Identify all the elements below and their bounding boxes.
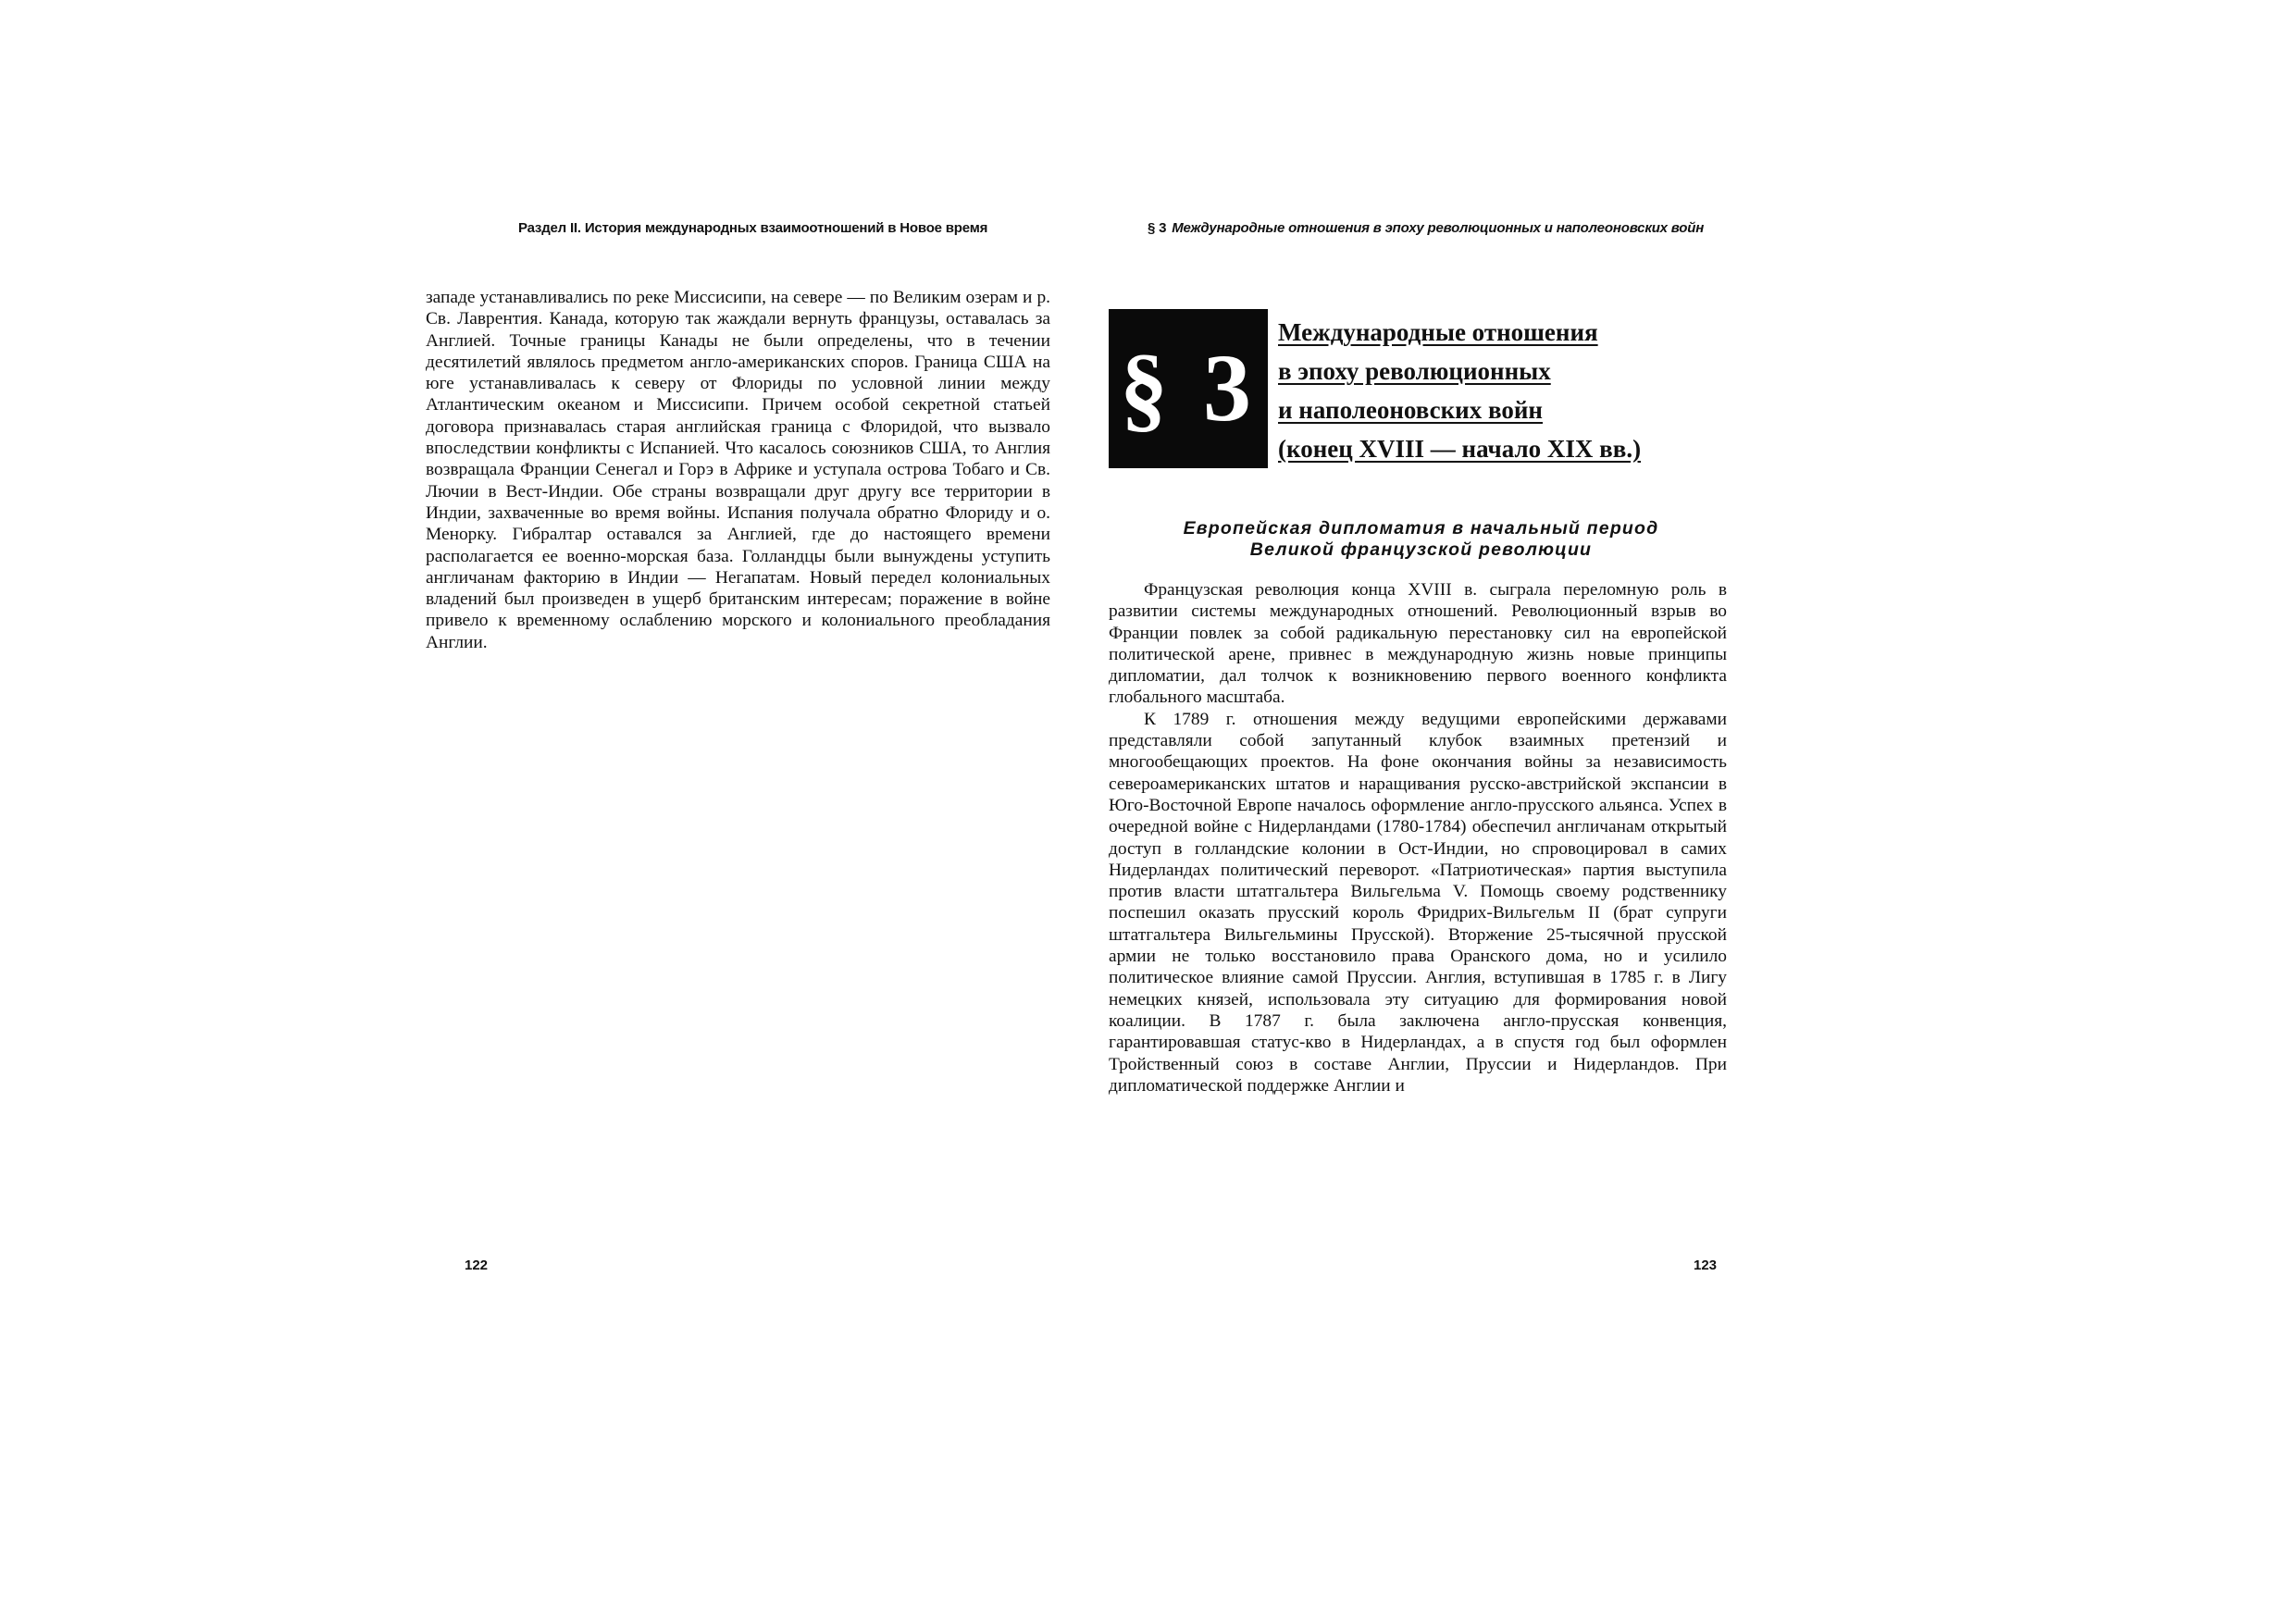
- page-number-right: 123: [1694, 1258, 1718, 1273]
- chapter-title: [1278, 313, 1731, 468]
- paragraph: западе устанавливались по реке Миссисипи, на севере — по Великим озерам и р. Св. Лаврентия. Канада, которую так жаждали вернуть французы, оставалась за Англией. Точные границы Канады не были определены, что в течении десятилетий являлось предметом англо-американских споров. Граница США на юге устанавливалась к северу от Флориды по условной линии между Атлантическим океаном и Миссисипи. Причем особой секретной статьей договора признавалась старая английская граница с Флоридой, что вызвало впоследствии конфликты с Испанией. Что касалось союзников США, то Англия возвращала Франции Сенегал и Горэ в Африке и уступала острова Тобаго и Св. Лючии в Вест-Индии. Обе страны возвращали друг другу все территории в Индии, захваченные во время войны. Испания получала обратно Флориду и о. Менорку. Гибралтар оставался за Англией, где до настоящего времени располагается ее военно-морская база. Голландцы были вынуждены уступить англичанам факторию в Индии — Негапатам. Новый передел колониальных владений был произведен в ущерб британским интересам; поражение в войне привело к временному ослаблению морского и колониального преобладания Англии.: [426, 288, 1050, 652]
- right-page-body-text: [1109, 579, 1727, 1096]
- chapter-title-line: (конец XVIII — начало XIX вв.): [1278, 435, 1642, 463]
- running-head-title: Международные отношения в эпоху революционных и наполеоновских войн: [1172, 220, 1705, 236]
- chapter-title-line: и наполеоновских войн: [1278, 396, 1543, 424]
- chapter-header: [1109, 309, 1729, 468]
- running-head-right: [1148, 220, 1704, 236]
- section-heading: [1109, 518, 1733, 561]
- section-heading-line: Великой французской революции: [1249, 539, 1593, 560]
- running-head-section: § 3: [1148, 220, 1167, 236]
- section-heading-line: Европейская дипломатия в начальный период: [1183, 518, 1659, 539]
- page-number-left: 122: [465, 1258, 489, 1273]
- paragraph: К 1789 г. отношения между ведущими европейскими державами представляли собой запутанный клубок взаимных претензий и многообещающих проектов. На фоне окончания войны за независимость североамериканских штатов и наращивания русско-австрийской экспансии в Юго-Восточной Европе началось оформление англо-прусского альянса. Успех в очередной войне с Нидерландами (1780-1784) обеспечил англичанам открытый доступ в голландские колонии в Ост-Индии, но спровоцировал в самих Нидерландах политический переворот. «Патриотическая» партия выступила против власти штатгальтера Вильгельма V. Помощь своему родственнику поспешил оказать прусский король Фридрих-Вильгельм II (брат супруги штатгальтера Вильгельмины Прусской). Вторжение 25-тысячной прусской армии не только восстановило права Оранского дома, но и усилило политическое влияние самой Пруссии. Англия, вступившая в 1785 г. в Лигу немецких князей, использовала эту ситуацию для формирования новой коалиции. В 1787 г. была заключена англо-прусская конвенция, гарантировавшая статус-кво в Нидерландах, а в спустя год был оформлен Тройственный союз в составе Англии, Пруссии и Нидерландов. При дипломатической поддержке Англии и: [1109, 709, 1727, 1096]
- chapter-title-line: Международные отношения: [1278, 318, 1598, 346]
- left-page-body-text: [426, 287, 1050, 653]
- running-head-left: Раздел II. История международных взаимоотношений в Новое время: [518, 220, 988, 236]
- paragraph: Французская революция конца XVIII в. сыграла переломную роль в развитии системы международных отношений. Революционный взрыв во Франции повлек за собой радикальную перестановку сил на европейской политической арене, привнес в международную жизнь новые принципы дипломатии, дал толчок к возникновению первого военного конфликта глобального масштаба.: [1109, 580, 1727, 708]
- chapter-title-line: в эпоху революционных: [1278, 357, 1551, 385]
- chapter-number-block: § 3: [1109, 309, 1268, 468]
